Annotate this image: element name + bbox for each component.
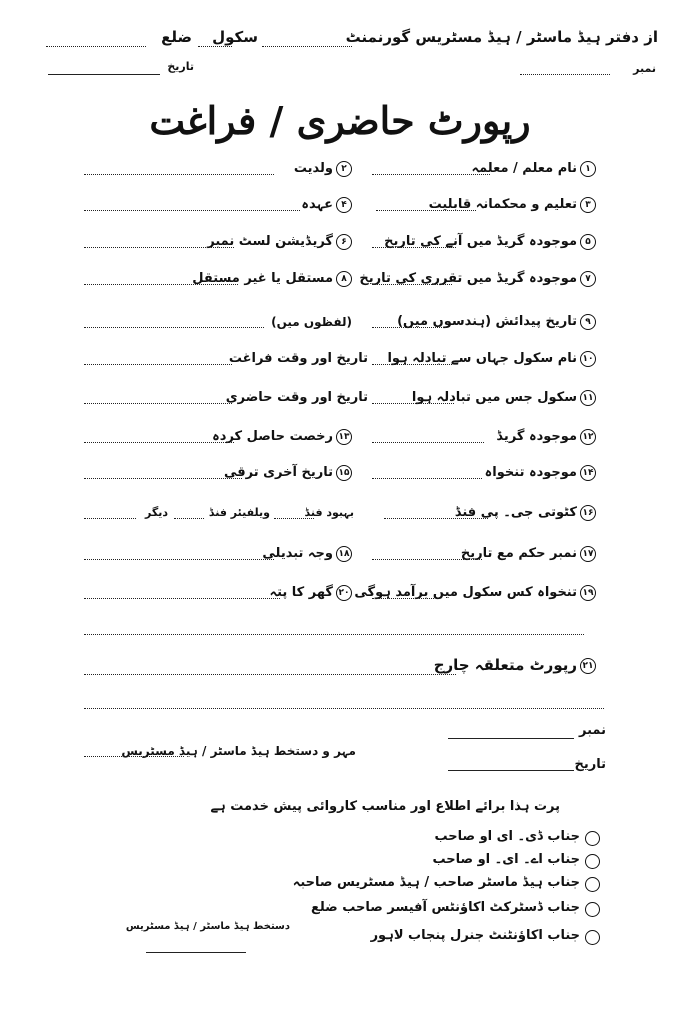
- recipient-4: جناب ڈسٹرکٹ اکاؤنٹس آفیسر صاحب ضلع: [311, 900, 580, 915]
- recipient-checkbox-1[interactable]: [585, 831, 600, 846]
- field-designation: [301, 196, 352, 214]
- number-line[interactable]: [520, 74, 610, 75]
- recipient-3: جناب ہیڈ ماسٹر صاحب / ہیڈ مسٹریس صاحبہ: [292, 875, 580, 890]
- item-number: ۱۴: [580, 465, 596, 481]
- home-address-line[interactable]: [84, 598, 280, 599]
- field-label: تاریخ پیدائش (ہندسوں میں): [397, 314, 577, 329]
- field-label: گریڈیشن لسٹ نمبر: [207, 234, 333, 249]
- field-label: سکول جس میں تبادلہ ہوا: [411, 390, 577, 405]
- leave-taken-line[interactable]: [84, 442, 234, 443]
- last-increment-line[interactable]: [84, 478, 242, 479]
- joining-time-line[interactable]: [84, 403, 232, 404]
- transfer-from-line[interactable]: [372, 364, 452, 365]
- field-label: موجودہ گریڈ میں آنے کی تاریخ: [384, 234, 577, 249]
- field-leave-taken: [212, 428, 352, 446]
- field-joining-time: تاریخ اور وقت حاضری: [225, 390, 368, 405]
- recipient-5: جناب اکاؤنٹنٹ جنرل پنجاب لاہور: [370, 928, 580, 943]
- current-grade-line[interactable]: [372, 442, 484, 443]
- date-line[interactable]: [48, 74, 160, 75]
- item-number: ۸: [336, 271, 352, 287]
- field-label: نام معلم / معلمہ: [471, 161, 577, 176]
- date-label: تاریخ: [167, 60, 194, 73]
- item-number: ۵: [580, 234, 596, 250]
- continuation-line[interactable]: [84, 634, 584, 635]
- field-grade-join-date: [384, 233, 596, 251]
- field-other: دیگر: [144, 506, 168, 519]
- salary-school-line[interactable]: [372, 598, 434, 599]
- field-permanent: [192, 270, 352, 288]
- recipient-2: جناب اے۔ ای۔ او صاحب: [432, 852, 580, 867]
- item-number: ۱۲: [580, 429, 596, 445]
- item-number: ۲: [336, 161, 352, 177]
- item-number: ۱۳: [336, 429, 352, 445]
- field-current-grade: [496, 428, 596, 446]
- item-number: ۶: [336, 234, 352, 250]
- current-salary-line[interactable]: [372, 478, 482, 479]
- footer-number-label: نمبر: [579, 723, 606, 738]
- stamp-line[interactable]: [84, 756, 184, 757]
- field-qualification: [429, 196, 596, 214]
- field-salary-school: [354, 584, 596, 602]
- field-welfare-fund: ویلفیئر فنڈ: [208, 506, 270, 519]
- footer-date-line[interactable]: [448, 770, 574, 771]
- birth-date-digits-line[interactable]: [372, 327, 446, 328]
- field-order-number: [461, 545, 596, 563]
- field-current-salary: [485, 464, 596, 482]
- footer-number-line[interactable]: [448, 738, 574, 739]
- field-transfer-reason: [262, 545, 352, 563]
- field-gp-fund: [455, 504, 596, 522]
- item-number: ۱۰: [580, 351, 596, 367]
- item-number: ۳: [580, 197, 596, 213]
- field-label: موجودہ تنخواہ: [484, 465, 577, 480]
- field-transfer-to: [412, 389, 596, 407]
- recipient-checkbox-2[interactable]: [585, 854, 600, 869]
- field-label: رخصت حاصل کردہ: [212, 429, 333, 444]
- field-transfer-from: [387, 350, 596, 368]
- field-benevolent-fund: بہبود فنڈ: [304, 506, 354, 519]
- birth-date-words-line[interactable]: [84, 327, 264, 328]
- item-number: ۴: [336, 197, 352, 213]
- district-line[interactable]: [46, 46, 146, 47]
- father-name-line[interactable]: [84, 174, 274, 175]
- field-appointment-date: [359, 270, 596, 288]
- signature-line[interactable]: [146, 952, 246, 953]
- field-label: گھر کا پتہ: [269, 585, 333, 600]
- field-label: نمبر حکم مع تاریخ: [460, 546, 577, 561]
- field-teacher-name: [471, 160, 596, 178]
- grade-join-date-line[interactable]: [372, 247, 456, 248]
- field-label: نام سکول جہاں سے تبادلہ ہوا: [387, 351, 577, 366]
- field-label: رپورٹ متعلقہ چارج: [433, 656, 577, 674]
- gp-fund-line[interactable]: [384, 518, 488, 519]
- item-number: ۱۵: [336, 465, 352, 481]
- recipient-checkbox-3[interactable]: [585, 877, 600, 892]
- other-line[interactable]: [84, 518, 136, 519]
- field-relieve-time: تاریخ اور وقت فراغت: [228, 351, 368, 366]
- stamp-label: مہر و دستخط ہیڈ ماسٹر / ہیڈ مسٹریس: [121, 744, 356, 758]
- field-label: تنخواہ کس سکول میں برآمد ہوگی: [354, 585, 577, 600]
- field-label: موجودہ گریڈ: [496, 429, 577, 444]
- field-label: موجودہ گریڈ میں تقرری کی تاریخ: [359, 271, 577, 286]
- signature-label: دستخط ہیڈ ماسٹر / ہیڈ مسٹریس: [125, 921, 290, 932]
- footer-date-label: تاریخ: [574, 757, 606, 772]
- school-blank-line[interactable]: [198, 46, 232, 47]
- field-label: وجہ تبدیلی: [262, 546, 333, 561]
- transfer-reason-line[interactable]: [84, 559, 274, 560]
- teacher-name-line[interactable]: [372, 174, 490, 175]
- transfer-to-line[interactable]: [372, 403, 454, 404]
- field-last-increment: [224, 464, 352, 482]
- number-label: نمبر: [633, 62, 656, 75]
- qualification-line[interactable]: [376, 210, 476, 211]
- field-label: ولدیت: [293, 161, 333, 176]
- charge-report-line[interactable]: [84, 674, 456, 675]
- gradation-list-line[interactable]: [84, 247, 234, 248]
- charge-report-line-2[interactable]: [84, 708, 604, 709]
- page-title: رپورٹ حاضری / فراغت: [149, 98, 531, 143]
- recipient-checkbox-4[interactable]: [585, 902, 600, 917]
- field-charge-report: [434, 656, 596, 674]
- item-number: ۱۱: [580, 390, 596, 406]
- field-home-address: [269, 584, 352, 602]
- benevolent-fund-line[interactable]: [274, 518, 314, 519]
- item-number: ۱۹: [580, 585, 596, 601]
- item-number: ۲۱: [580, 658, 596, 674]
- permanent-line[interactable]: [84, 284, 238, 285]
- item-number: ۷: [580, 271, 596, 287]
- field-label: تعلیم و محکمانہ قابلیت: [428, 197, 577, 212]
- forward-text: پرت ہذا برائے اطلاع اور مناسب کاروائی پیش خدمت ہے: [210, 799, 560, 814]
- school-name-line[interactable]: [262, 46, 352, 47]
- field-label: تاریخ آخری ترقی: [223, 465, 333, 480]
- field-label: کٹوتی جی۔ پی فنڈ: [454, 505, 577, 520]
- field-gradation-list: [207, 233, 352, 251]
- field-birth-date-words: (لفظوں میں): [271, 315, 352, 329]
- relieve-time-line[interactable]: [84, 364, 232, 365]
- item-number: ۲۰: [336, 585, 352, 601]
- field-label: مستقل یا غیر مستقل: [192, 271, 333, 286]
- recipient-1: جناب ڈی۔ ای او صاحب: [434, 829, 580, 844]
- item-number: ۹: [580, 314, 596, 330]
- item-number: ۱۷: [580, 546, 596, 562]
- school-label: سکول: [212, 28, 258, 46]
- item-number: ۱۸: [336, 546, 352, 562]
- field-father-name: [294, 160, 352, 178]
- item-number: ۱۶: [580, 505, 596, 521]
- appointment-date-line[interactable]: [372, 284, 452, 285]
- field-birth-date: [397, 313, 596, 331]
- order-number-line[interactable]: [372, 559, 482, 560]
- field-label: عہدہ: [301, 197, 333, 212]
- district-label: ضلع: [161, 28, 192, 46]
- designation-line[interactable]: [84, 210, 300, 211]
- recipient-checkbox-5[interactable]: [585, 930, 600, 945]
- from-office-label: از دفتر ہیڈ ماسٹر / ہیڈ مسٹریس گورنمنٹ: [345, 28, 658, 46]
- welfare-fund-line[interactable]: [174, 518, 204, 519]
- item-number: ۱: [580, 161, 596, 177]
